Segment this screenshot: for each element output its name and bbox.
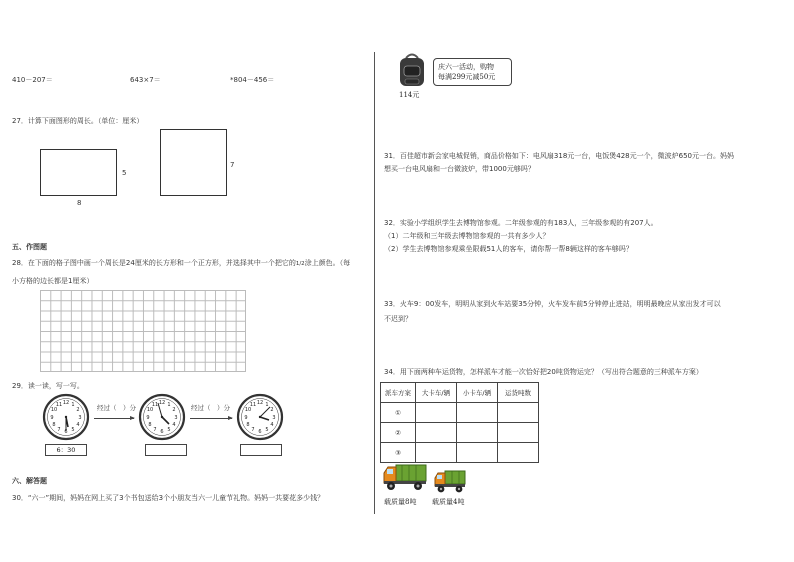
arrow-1 xyxy=(94,418,134,419)
square-figure xyxy=(160,129,227,196)
svg-text:11: 11 xyxy=(151,402,159,408)
svg-text:11: 11 xyxy=(249,402,257,408)
svg-text:10: 10 xyxy=(244,407,252,413)
table-cell[interactable] xyxy=(457,423,498,443)
table-cell[interactable] xyxy=(416,443,457,463)
svg-text:11: 11 xyxy=(55,402,63,408)
q32-sub2: （2）学生去博物馆参观乘坐限载51人的客车，请你帮一帮8辆这样的客车够吗？ xyxy=(384,245,633,253)
q28-line2: 小方格的边长都是1厘米） xyxy=(12,277,94,285)
dispatch-table xyxy=(380,382,539,463)
q31-line2: 想买一台电风扇和一台微波炉，带1000元够吗？ xyxy=(384,165,535,173)
table-header-cell: 运货吨数 xyxy=(498,383,539,403)
q32-sub1: （1）二年级和三年级去博物馆参观的一共有多少人？ xyxy=(384,232,550,240)
promo-line-2: 每满299元减50元 xyxy=(438,73,496,81)
svg-text:12: 12 xyxy=(158,400,166,406)
svg-text:7: 7 xyxy=(251,427,255,433)
table-row xyxy=(381,423,539,443)
calc-3: *804－456＝ xyxy=(230,76,275,84)
pass-label-1: 经过（ ）分 xyxy=(97,404,136,412)
q30-text: 30．“六一”期间，妈妈在网上买了3个书包送给3个小朋友当六一儿童节礼物。妈妈一共要花多少钱？ xyxy=(12,494,325,502)
svg-text:4: 4 xyxy=(76,422,80,428)
svg-text:1: 1 xyxy=(265,402,269,408)
plan-label: ① xyxy=(381,403,416,423)
table-cell[interactable] xyxy=(416,403,457,423)
square-grid[interactable] xyxy=(40,290,246,372)
svg-text:2: 2 xyxy=(270,407,274,413)
svg-text:10: 10 xyxy=(50,407,58,413)
svg-text:8: 8 xyxy=(148,422,152,428)
q31-line1: 31．百佳超市新会家电城促销，商品价格如下：电风扇318元一台，电饭煲428元一个，微波炉650元一台。妈妈 xyxy=(384,152,734,160)
q32-line1: 32．实验小学组织学生去博物馆参观。二年级参观的有183人，三年级参观的有207人。 xyxy=(384,219,658,227)
promo-box xyxy=(433,58,512,86)
svg-text:6: 6 xyxy=(64,429,68,435)
svg-text:6: 6 xyxy=(160,429,164,435)
clock-1-icon xyxy=(42,393,90,441)
square-side-label: 7 xyxy=(230,161,235,169)
calc-2: 643×7＝ xyxy=(130,76,161,84)
calc-1: 410－207＝ xyxy=(12,76,53,84)
backpack-icon xyxy=(397,52,427,88)
rect-width-label: 8 xyxy=(77,199,82,207)
promo-line-1: 庆六一活动，购物 xyxy=(438,63,494,71)
plan-label: ② xyxy=(381,423,416,443)
svg-text:2: 2 xyxy=(172,407,176,413)
svg-text:12: 12 xyxy=(256,400,264,406)
svg-text:5: 5 xyxy=(167,427,171,433)
truck-1-label: 载质量8吨 xyxy=(384,498,417,506)
small-truck-icon xyxy=(433,468,467,494)
svg-text:4: 4 xyxy=(270,422,274,428)
pass-label-2: 经过（ ）分 xyxy=(191,404,230,412)
table-header-row xyxy=(381,383,539,403)
svg-text:7: 7 xyxy=(57,427,61,433)
q27-text: 27．计算下面图形的周长。（单位：厘米） xyxy=(12,117,144,125)
svg-text:2: 2 xyxy=(76,407,80,413)
column-divider xyxy=(374,52,375,514)
svg-text:5: 5 xyxy=(265,427,269,433)
svg-text:8: 8 xyxy=(52,422,56,428)
clock-3-icon xyxy=(236,393,284,441)
svg-text:5: 5 xyxy=(71,427,75,433)
section-6-heading: 六、解答题 xyxy=(12,477,47,485)
table-header-cell: 小卡车/辆 xyxy=(457,383,498,403)
rectangle-figure xyxy=(40,149,117,196)
svg-text:1: 1 xyxy=(167,402,171,408)
section-5-heading: 五、作图题 xyxy=(12,243,47,251)
rect-height-label: 5 xyxy=(122,169,127,177)
svg-text:10: 10 xyxy=(146,407,154,413)
table-header-cell: 派车方案 xyxy=(381,383,416,403)
table-cell[interactable] xyxy=(416,423,457,443)
table-cell[interactable] xyxy=(498,403,539,423)
q33-line2: 不迟到？ xyxy=(384,315,412,323)
clock-1-time-box[interactable]: 6：30 xyxy=(45,444,87,456)
backpack-price: 114元 xyxy=(399,91,420,99)
q34-text: 34．用下面两种车运货物，怎样派车才能一次恰好把20吨货物运完？（写出符合题意的三种派车方案） xyxy=(384,368,703,376)
svg-text:1: 1 xyxy=(71,402,75,408)
svg-text:3: 3 xyxy=(272,415,276,421)
svg-text:8: 8 xyxy=(246,422,250,428)
large-truck-icon xyxy=(382,461,428,493)
clock-2-time-box[interactable] xyxy=(145,444,187,456)
clock-2-icon xyxy=(138,393,186,441)
table-cell[interactable] xyxy=(498,443,539,463)
svg-text:3: 3 xyxy=(78,415,82,421)
plan-label: ③ xyxy=(381,443,416,463)
svg-text:4: 4 xyxy=(172,422,176,428)
table-cell[interactable] xyxy=(498,423,539,443)
svg-text:9: 9 xyxy=(146,415,150,421)
table-header-cell: 大卡车/辆 xyxy=(416,383,457,403)
truck-2-label: 载质量4吨 xyxy=(432,498,465,506)
svg-text:7: 7 xyxy=(153,427,157,433)
clock-3-time-box[interactable] xyxy=(240,444,282,456)
svg-text:3: 3 xyxy=(174,415,178,421)
svg-text:9: 9 xyxy=(50,415,54,421)
q33-line1: 33．火车9：00发车，明明从家到火车站要35分钟，火车发车前5分钟停止进站，明明最晚应从家出发才可以 xyxy=(384,300,721,308)
table-row xyxy=(381,443,539,463)
svg-text:6: 6 xyxy=(258,429,262,435)
table-cell[interactable] xyxy=(457,443,498,463)
q28-line1: 28．在下面的格子图中画一个周长是24厘米的长方形和一个正方形，并选择其中一个把它的1/2涂上颜色。（每 xyxy=(12,259,351,267)
svg-text:9: 9 xyxy=(244,415,248,421)
svg-text:12: 12 xyxy=(62,400,70,406)
arrow-2 xyxy=(190,418,232,419)
table-row xyxy=(381,403,539,423)
q29-text: 29．读一读，写一写。 xyxy=(12,382,84,390)
table-cell[interactable] xyxy=(457,403,498,423)
